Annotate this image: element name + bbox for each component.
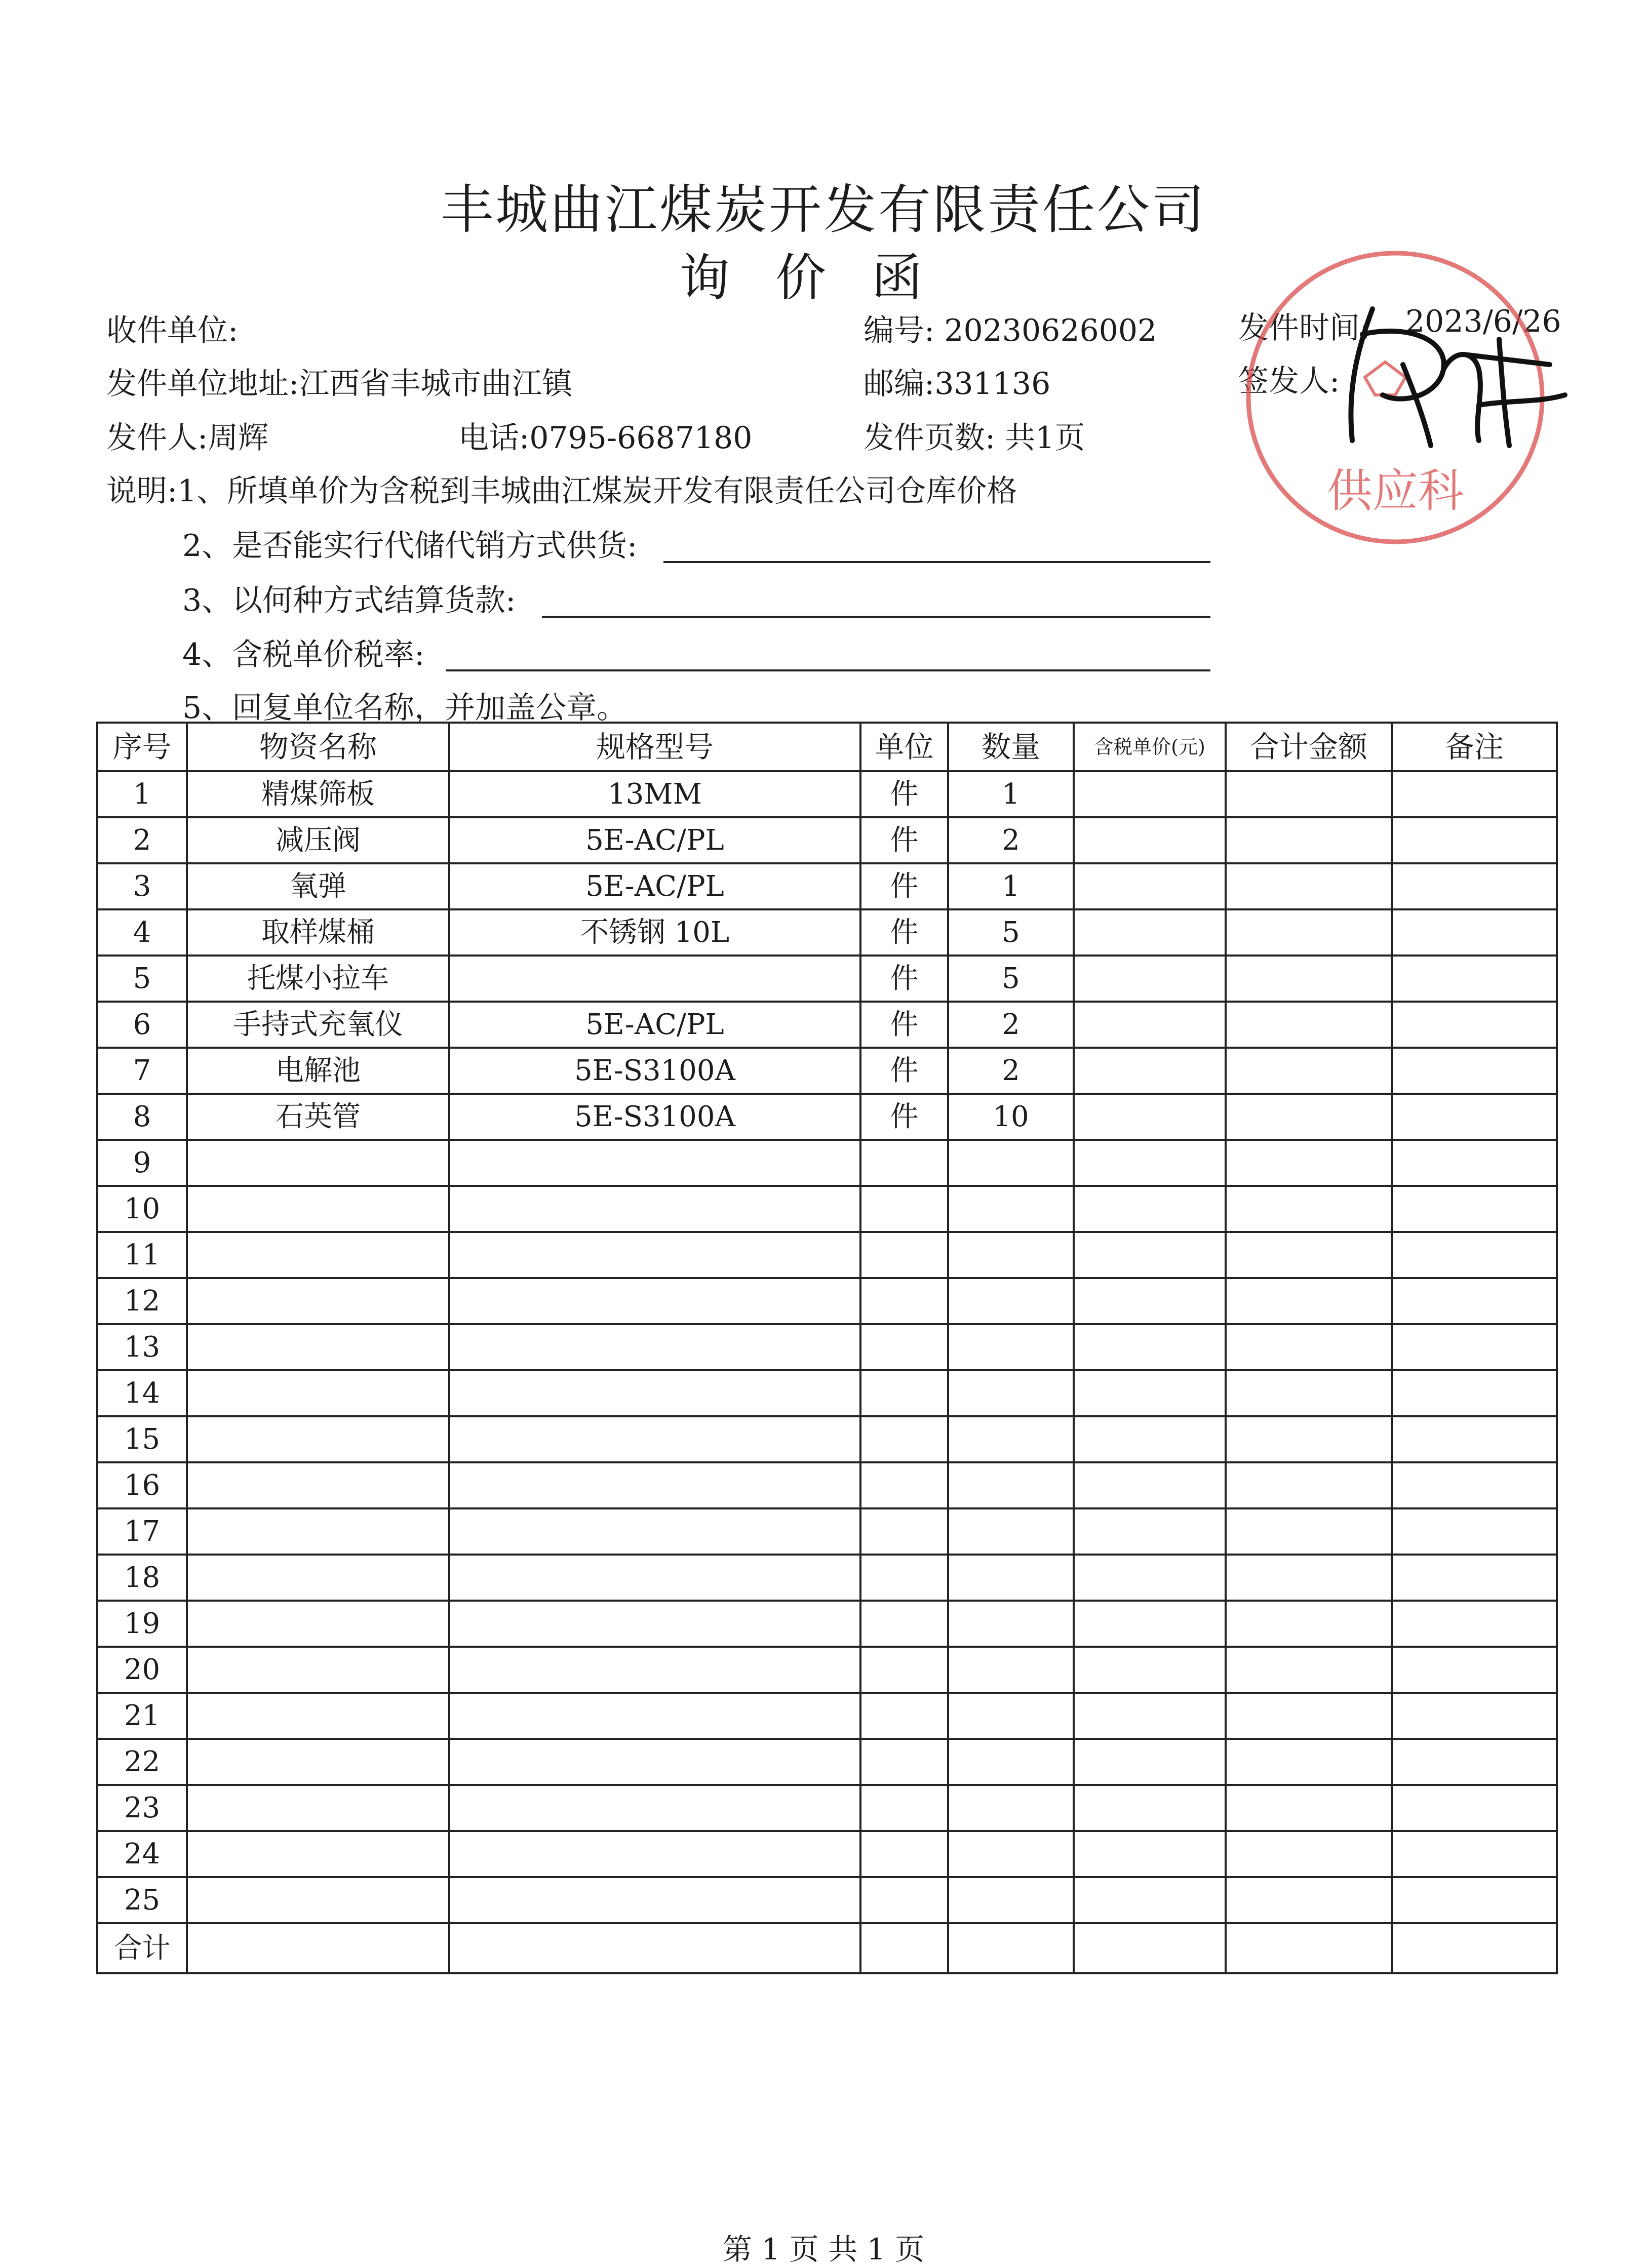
cell-qty xyxy=(948,1140,1074,1186)
cell-qty: 2 xyxy=(948,1002,1074,1048)
cell-amount xyxy=(1226,1647,1392,1693)
cell-qty xyxy=(948,1462,1074,1508)
header-cell: 数量 xyxy=(948,723,1074,771)
cell-unit-price xyxy=(1074,1370,1226,1416)
cell-qty xyxy=(948,1693,1074,1739)
cell-seq: 6 xyxy=(97,1002,187,1048)
cell-qty: 5 xyxy=(948,956,1074,1002)
table-row xyxy=(97,863,1557,909)
cell-spec xyxy=(449,1140,860,1186)
total-cell xyxy=(449,1923,860,1973)
cell-unit-price xyxy=(1074,771,1226,817)
cell-seq: 2 xyxy=(97,817,187,863)
cell-seq: 14 xyxy=(97,1370,187,1416)
table-row xyxy=(97,1094,1557,1140)
cell-item-name xyxy=(187,1508,449,1555)
sender-address: 发件单位地址:江西省丰城市曲江镇 xyxy=(106,366,573,402)
table-row xyxy=(97,1140,1557,1186)
cell-seq: 5 xyxy=(97,956,187,1002)
cell-remark xyxy=(1392,1324,1557,1370)
cell-spec xyxy=(449,956,860,1002)
cell-unit-price xyxy=(1074,909,1226,956)
cell-spec: 5E-S3100A xyxy=(449,1048,860,1094)
cell-qty: 2 xyxy=(948,817,1074,863)
table-row xyxy=(97,1232,1557,1278)
cell-amount xyxy=(1226,1048,1392,1094)
table-row xyxy=(97,1555,1557,1601)
table-header-row xyxy=(97,723,1557,771)
cell-spec xyxy=(449,1785,860,1831)
cell-qty xyxy=(948,1186,1074,1232)
total-cell xyxy=(860,1923,948,1973)
cell-seq: 12 xyxy=(97,1278,187,1324)
cell-item-name: 手持式充氧仪 xyxy=(187,1002,449,1048)
cell-spec: 13MM xyxy=(449,771,860,817)
cell-remark xyxy=(1392,1877,1557,1923)
cell-spec xyxy=(449,1278,860,1324)
cell-remark xyxy=(1392,1601,1557,1647)
cell-remark xyxy=(1392,1278,1557,1324)
cell-unit xyxy=(860,1831,948,1877)
table-row xyxy=(97,1877,1557,1923)
cell-amount xyxy=(1226,1508,1392,1555)
cell-item-name: 氧弹 xyxy=(187,863,449,909)
cell-unit-price xyxy=(1074,1002,1226,1048)
cell-remark xyxy=(1392,1416,1557,1462)
cell-spec xyxy=(449,1693,860,1739)
cell-amount xyxy=(1226,909,1392,956)
cell-item-name xyxy=(187,1555,449,1601)
cell-unit-price xyxy=(1074,1186,1226,1232)
cell-unit-price xyxy=(1074,1693,1226,1739)
cell-qty: 1 xyxy=(948,863,1074,909)
cell-unit: 件 xyxy=(860,1002,948,1048)
cell-spec: 5E-AC/PL xyxy=(449,1002,860,1048)
cell-unit-price xyxy=(1074,1831,1226,1877)
cell-item-name xyxy=(187,1370,449,1416)
table-row xyxy=(97,1370,1557,1416)
cell-unit: 件 xyxy=(860,863,948,909)
cell-item-name xyxy=(187,1278,449,1324)
cell-amount xyxy=(1226,1693,1392,1739)
table-row xyxy=(97,1324,1557,1370)
page-footer: 第 1 页 共 1 页 xyxy=(723,2232,924,2266)
cell-unit-price xyxy=(1074,1324,1226,1370)
cell-unit xyxy=(860,1416,948,1462)
cell-unit-price xyxy=(1074,1140,1226,1186)
cell-spec xyxy=(449,1508,860,1555)
cell-item-name xyxy=(187,1186,449,1232)
cell-qty xyxy=(948,1324,1074,1370)
table-row xyxy=(97,1739,1557,1785)
company-title: 丰城曲江煤炭开发有限责任公司 xyxy=(440,179,1206,241)
header-cell: 序号 xyxy=(97,723,187,771)
cell-item-name xyxy=(187,1647,449,1693)
header-cell: 备注 xyxy=(1392,723,1557,771)
cell-item-name xyxy=(187,1232,449,1278)
cell-unit-price xyxy=(1074,1094,1226,1140)
send-time-label: 发件时间: xyxy=(1238,310,1370,346)
cell-qty: 2 xyxy=(948,1048,1074,1094)
cell-unit: 件 xyxy=(860,1048,948,1094)
cell-remark xyxy=(1392,817,1557,863)
cell-spec xyxy=(449,1324,860,1370)
cell-seq: 21 xyxy=(97,1693,187,1739)
table-row xyxy=(97,771,1557,817)
table-row xyxy=(97,956,1557,1002)
cell-unit xyxy=(860,1601,948,1647)
cell-amount xyxy=(1226,1324,1392,1370)
cell-remark xyxy=(1392,956,1557,1002)
table-row xyxy=(97,1278,1557,1324)
cell-amount xyxy=(1226,956,1392,1002)
cell-qty xyxy=(948,1370,1074,1416)
note-5: 5、回复单位名称，并加盖公章。 xyxy=(182,690,628,726)
cell-unit-price xyxy=(1074,817,1226,863)
cell-item-name xyxy=(187,1693,449,1739)
cell-unit xyxy=(860,1785,948,1831)
cell-seq: 17 xyxy=(97,1508,187,1555)
issuer-label: 签发人: xyxy=(1238,364,1340,399)
document-number: 编号: 20230626002 xyxy=(864,313,1157,348)
table-row xyxy=(97,1601,1557,1647)
cell-unit: 件 xyxy=(860,956,948,1002)
table-row xyxy=(97,909,1557,956)
table-row xyxy=(97,1831,1557,1877)
cell-unit xyxy=(860,1647,948,1693)
cell-amount xyxy=(1226,1416,1392,1462)
total-cell xyxy=(1392,1923,1557,1973)
cell-seq: 11 xyxy=(97,1232,187,1278)
table-row xyxy=(97,1785,1557,1831)
cell-amount xyxy=(1226,1555,1392,1601)
cell-qty: 10 xyxy=(948,1094,1074,1140)
header-cell: 合计金额 xyxy=(1226,723,1392,771)
total-cell xyxy=(948,1923,1074,1973)
cell-qty xyxy=(948,1877,1074,1923)
cell-seq: 9 xyxy=(97,1140,187,1186)
cell-spec: 5E-AC/PL xyxy=(449,863,860,909)
cell-seq: 25 xyxy=(97,1877,187,1923)
cell-amount xyxy=(1226,1831,1392,1877)
cell-unit-price xyxy=(1074,863,1226,909)
cell-remark xyxy=(1392,863,1557,909)
handwritten-signature xyxy=(1327,294,1570,456)
cell-item-name: 减压阀 xyxy=(187,817,449,863)
cell-seq: 10 xyxy=(97,1186,187,1232)
cell-spec: 5E-AC/PL xyxy=(449,817,860,863)
cell-amount xyxy=(1226,863,1392,909)
total-cell xyxy=(1226,1923,1392,1973)
cell-unit-price xyxy=(1074,1416,1226,1462)
note-2-blank-line xyxy=(663,561,1210,563)
cell-spec xyxy=(449,1555,860,1601)
cell-item-name xyxy=(187,1140,449,1186)
cell-amount xyxy=(1226,1278,1392,1324)
cell-unit-price xyxy=(1074,1232,1226,1278)
sender-name: 发件人:周辉 xyxy=(106,420,269,456)
total-cell xyxy=(187,1923,449,1973)
table-row xyxy=(97,1186,1557,1232)
cell-seq: 1 xyxy=(97,771,187,817)
cell-remark xyxy=(1392,1370,1557,1416)
recipient-label: 收件单位: xyxy=(106,313,239,348)
cell-seq: 3 xyxy=(97,863,187,909)
cell-qty xyxy=(948,1555,1074,1601)
cell-spec xyxy=(449,1186,860,1232)
cell-spec xyxy=(449,1416,860,1462)
cell-unit-price xyxy=(1074,956,1226,1002)
cell-qty xyxy=(948,1647,1074,1693)
cell-amount xyxy=(1226,1140,1392,1186)
cell-qty: 1 xyxy=(948,771,1074,817)
send-date: 2023/6/26 xyxy=(1405,304,1561,339)
note-3: 3、以何种方式结算货款: xyxy=(182,583,516,618)
cell-item-name xyxy=(187,1877,449,1923)
cell-remark xyxy=(1392,1232,1557,1278)
cell-seq: 8 xyxy=(97,1094,187,1140)
cell-amount xyxy=(1226,1002,1392,1048)
sender-phone: 电话:0795-6687180 xyxy=(458,420,753,456)
postcode: 邮编:331136 xyxy=(864,366,1051,402)
cell-unit: 件 xyxy=(860,909,948,956)
cell-amount xyxy=(1226,817,1392,863)
cell-seq: 24 xyxy=(97,1831,187,1877)
cell-item-name: 取样煤桶 xyxy=(187,909,449,956)
cell-unit xyxy=(860,1232,948,1278)
total-label: 合计 xyxy=(97,1923,187,1973)
table-row xyxy=(97,1002,1557,1048)
cell-seq: 18 xyxy=(97,1555,187,1601)
cell-amount xyxy=(1226,1877,1392,1923)
cell-amount xyxy=(1226,1370,1392,1416)
cell-qty xyxy=(948,1278,1074,1324)
cell-amount xyxy=(1226,1094,1392,1140)
cell-item-name xyxy=(187,1416,449,1462)
cell-item-name: 电解池 xyxy=(187,1048,449,1094)
header-cell: 含税单价(元) xyxy=(1074,723,1226,771)
cell-unit xyxy=(860,1555,948,1601)
cell-unit-price xyxy=(1074,1739,1226,1785)
cell-unit xyxy=(860,1370,948,1416)
cell-unit xyxy=(860,1739,948,1785)
cell-qty xyxy=(948,1416,1074,1462)
table-row xyxy=(97,1647,1557,1693)
header-cell: 规格型号 xyxy=(449,723,860,771)
cell-remark xyxy=(1392,1462,1557,1508)
cell-spec xyxy=(449,1877,860,1923)
cell-remark xyxy=(1392,1186,1557,1232)
stamp-dept-text: 供应科 xyxy=(1327,464,1464,518)
cell-spec xyxy=(449,1370,860,1416)
cell-unit xyxy=(860,1508,948,1555)
cell-amount xyxy=(1226,1601,1392,1647)
cell-remark xyxy=(1392,909,1557,956)
note-4: 4、含税单价税率: xyxy=(182,637,425,672)
cell-remark xyxy=(1392,1002,1557,1048)
cell-unit: 件 xyxy=(860,1094,948,1140)
cell-unit: 件 xyxy=(860,817,948,863)
cell-item-name xyxy=(187,1462,449,1508)
note-3-blank-line xyxy=(542,616,1210,618)
header-cell: 单位 xyxy=(860,723,948,771)
cell-unit-price xyxy=(1074,1462,1226,1508)
cell-unit-price xyxy=(1074,1508,1226,1555)
cell-spec xyxy=(449,1647,860,1693)
cell-unit-price xyxy=(1074,1877,1226,1923)
cell-spec: 不锈钢 10L xyxy=(449,909,860,956)
cell-spec xyxy=(449,1601,860,1647)
cell-spec xyxy=(449,1462,860,1508)
cell-unit-price xyxy=(1074,1785,1226,1831)
cell-remark xyxy=(1392,1048,1557,1094)
cell-seq: 20 xyxy=(97,1647,187,1693)
cell-item-name xyxy=(187,1831,449,1877)
cell-seq: 16 xyxy=(97,1462,187,1508)
cell-remark xyxy=(1392,1094,1557,1140)
table-total-row xyxy=(97,1923,1557,1973)
cell-seq: 15 xyxy=(97,1416,187,1462)
cell-spec xyxy=(449,1232,860,1278)
total-cell xyxy=(1074,1923,1226,1973)
cell-unit-price xyxy=(1074,1601,1226,1647)
table-row xyxy=(97,817,1557,863)
cell-qty xyxy=(948,1831,1074,1877)
cell-unit xyxy=(860,1462,948,1508)
page-count: 发件页数: 共1页 xyxy=(864,420,1085,456)
cell-remark xyxy=(1392,771,1557,817)
cell-spec: 5E-S3100A xyxy=(449,1094,860,1140)
cell-seq: 23 xyxy=(97,1785,187,1831)
cell-qty xyxy=(948,1785,1074,1831)
table-row xyxy=(97,1462,1557,1508)
cell-amount xyxy=(1226,1232,1392,1278)
note-2: 2、是否能实行代储代销方式供货: xyxy=(182,528,638,564)
cell-amount xyxy=(1226,1739,1392,1785)
cell-seq: 7 xyxy=(97,1048,187,1094)
cell-amount xyxy=(1226,1186,1392,1232)
cell-unit-price xyxy=(1074,1555,1226,1601)
cell-unit xyxy=(860,1693,948,1739)
cell-unit: 件 xyxy=(860,771,948,817)
table-row xyxy=(97,1508,1557,1555)
cell-remark xyxy=(1392,1785,1557,1831)
table-row xyxy=(97,1416,1557,1462)
inquiry-items-table xyxy=(96,722,1558,1974)
note-4-blank-line xyxy=(446,669,1210,671)
cell-unit-price xyxy=(1074,1647,1226,1693)
cell-qty xyxy=(948,1508,1074,1555)
cell-amount xyxy=(1226,1785,1392,1831)
cell-unit xyxy=(860,1877,948,1923)
cell-unit-price xyxy=(1074,1048,1226,1094)
cell-unit-price xyxy=(1074,1278,1226,1324)
cell-unit xyxy=(860,1324,948,1370)
cell-unit xyxy=(860,1140,948,1186)
cell-remark xyxy=(1392,1831,1557,1877)
cell-unit xyxy=(860,1186,948,1232)
table-row xyxy=(97,1693,1557,1739)
cell-seq: 13 xyxy=(97,1324,187,1370)
cell-item-name xyxy=(187,1601,449,1647)
cell-remark xyxy=(1392,1508,1557,1555)
cell-spec xyxy=(449,1831,860,1877)
cell-remark xyxy=(1392,1693,1557,1739)
cell-qty xyxy=(948,1232,1074,1278)
cell-seq: 19 xyxy=(97,1601,187,1647)
cell-amount xyxy=(1226,771,1392,817)
cell-qty: 5 xyxy=(948,909,1074,956)
cell-qty xyxy=(948,1601,1074,1647)
note-1: 说明:1、所填单价为含税到丰城曲江煤炭开发有限责任公司仓库价格 xyxy=(106,473,1017,509)
header-cell: 物资名称 xyxy=(187,723,449,771)
cell-remark xyxy=(1392,1555,1557,1601)
cell-remark xyxy=(1392,1647,1557,1693)
cell-spec xyxy=(449,1739,860,1785)
cell-amount xyxy=(1226,1462,1392,1508)
cell-item-name: 托煤小拉车 xyxy=(187,956,449,1002)
cell-remark xyxy=(1392,1739,1557,1785)
cell-seq: 4 xyxy=(97,909,187,956)
cell-item-name xyxy=(187,1785,449,1831)
cell-unit xyxy=(860,1278,948,1324)
cell-remark xyxy=(1392,1140,1557,1186)
document-title: 询价函 xyxy=(679,248,968,307)
cell-seq: 22 xyxy=(97,1739,187,1785)
cell-item-name xyxy=(187,1739,449,1785)
cell-qty xyxy=(948,1739,1074,1785)
cell-item-name: 石英管 xyxy=(187,1094,449,1140)
table-row xyxy=(97,1048,1557,1094)
cell-item-name: 精煤筛板 xyxy=(187,771,449,817)
cell-item-name xyxy=(187,1324,449,1370)
